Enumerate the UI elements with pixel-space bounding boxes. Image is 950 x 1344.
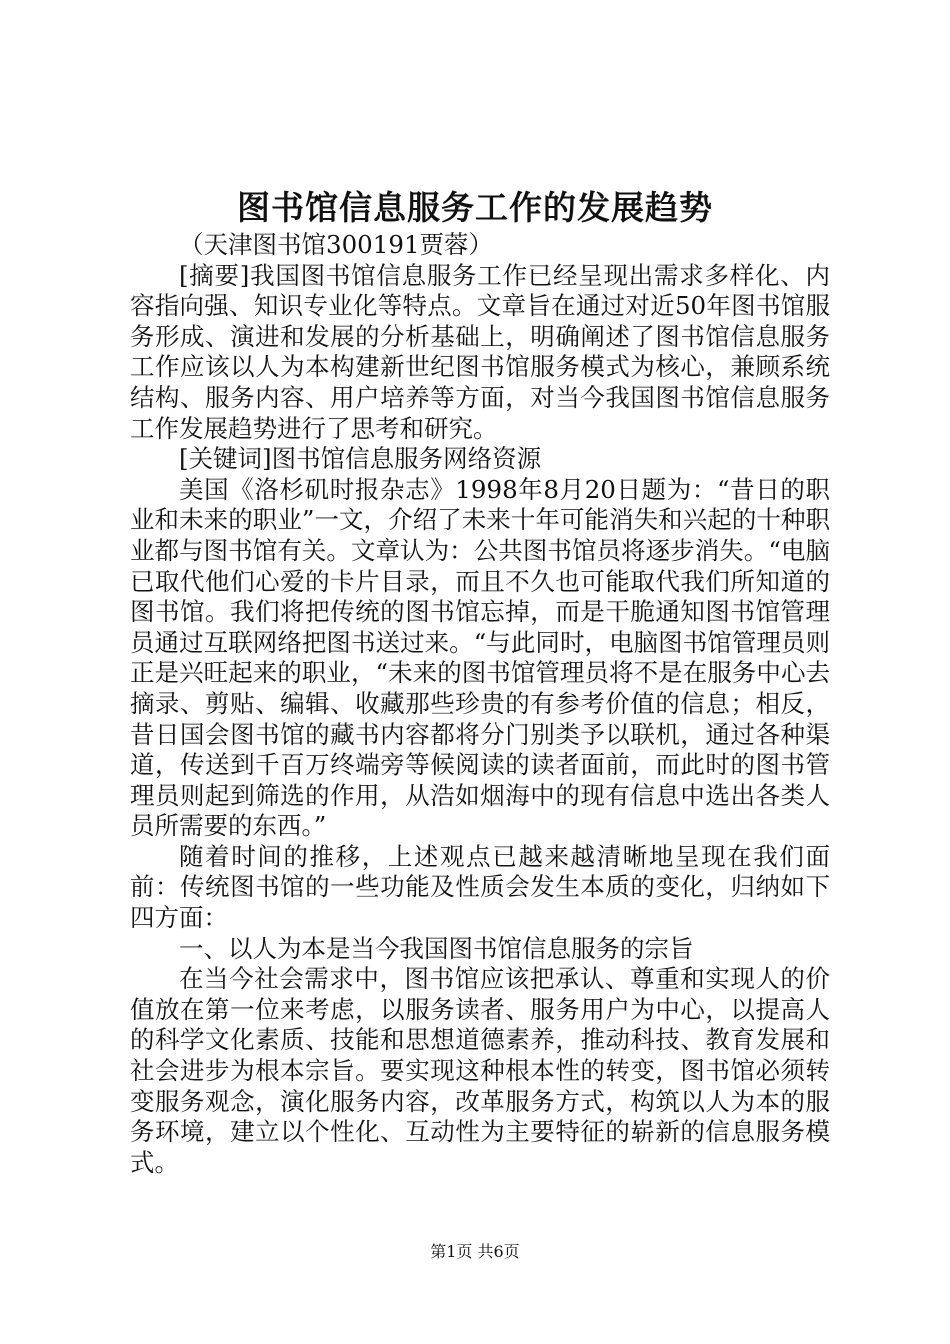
document-body (130, 230, 830, 1178)
author-line: （天津图书馆300191贾蓉） (179, 230, 494, 259)
body-paragraph-3: 在当今社会需求中，图书馆应该把承认、尊重和实现人的价值放在第一位来考虑，以服务读者、服务用户为中心，以提高人的科学文化素质、技能和思想道德素养，推动科技、教育发展和社会进步为根本宗旨。要实现这种根本性的转变，图书馆必须转变服务观念，演化服务内容，改革服务方式，构筑以人为本的服务环境，建立以个性化、互动性为主要特征的崭新的信息服务模式。 (130, 964, 830, 1177)
body-paragraph-2: 随着时间的推移，上述观点已越来越清晰地呈现在我们面前：传统图书馆的一些功能及性质会发生本质的变化，归纳如下四方面： (130, 841, 830, 933)
section-heading-1: 一、以人为本是当今我国图书馆信息服务的宗旨 (179, 933, 694, 963)
page-footer: 第1页 共6页 (430, 1242, 520, 1261)
abstract-paragraph: [摘要]我国图书馆信息服务工作已经呈现出需求多样化、内容指向强、知识专业化等特点。文章旨在通过对近50年图书馆服务形成、演进和发展的分析基础上，明确阐述了图书馆信息服务工作应该以人为本构建新世纪图书馆服务模式为核心，兼顾系统结构、服务内容、用户培养等方面，对当今我国图书馆信息服务工作发展趋势进行了思考和研究。 (130, 260, 830, 443)
keywords-line: [关键词]图书馆信息服务网络资源 (179, 444, 542, 474)
body-paragraph-1: 美国《洛杉矶时报杂志》1998年8月20日题为：“昔日的职业和未来的职业”一文，介绍了未来十年可能消失和兴起的十种职业都与图书馆有关。文章认为：公共图书馆员将逐步消失。“电脑已取代他们心爱的卡片目录，而且不久也可能取代我们所知道的图书馆。我们将把传统的图书馆忘掉，而是干脆通知图书馆管理员通过互联网络把图书送过来。“与此同时，电脑图书馆管理员则正是兴旺起来的职业，“未来的图书馆管理员将不是在服务中心去摘录、剪贴、编辑、收藏那些珍贵的有参考价值的信息；相反，昔日国会图书馆的藏书内容都将分门别类予以联机，通过各种渠道，传送到千百万终端旁等候阅读的读者面前，而此时的图书管理员则起到筛选的作用，从浩如烟海中的现有信息中选出各类人员所需要的东西。” (130, 474, 830, 841)
document-title: 图书馆信息服务工作的发展趋势 (237, 188, 713, 227)
